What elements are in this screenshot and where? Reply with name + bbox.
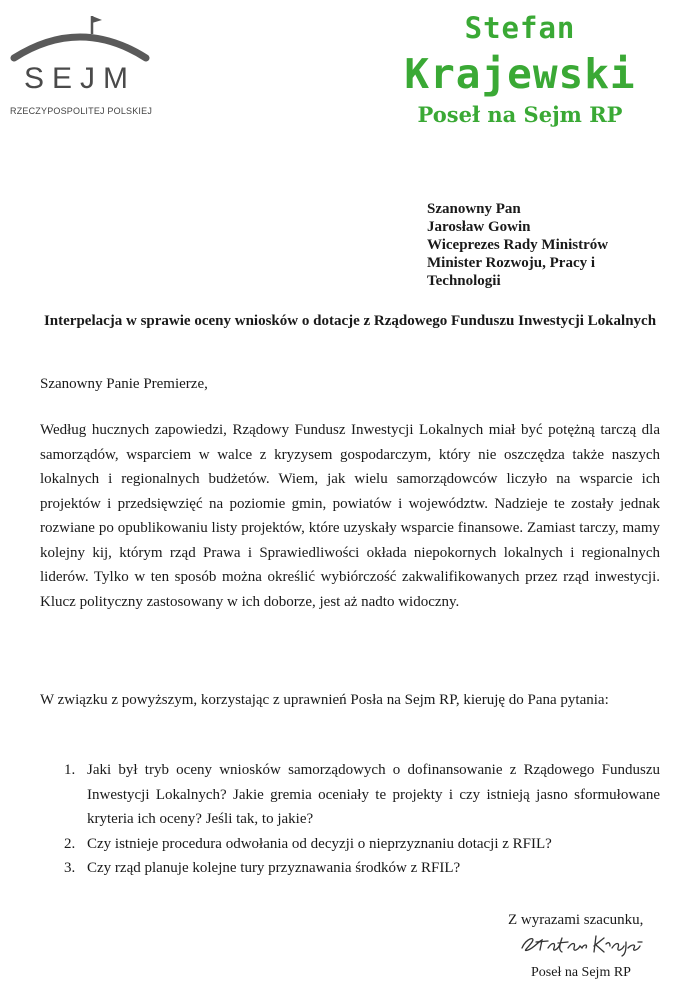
logo-subtitle: RZECZYPOSPOLITEJ POLSKIEJ: [10, 106, 153, 116]
signer-role: Poseł na Sejm RP: [531, 965, 631, 980]
question-number: 1.: [64, 762, 76, 778]
recipient-line: Szanowny Pan: [427, 201, 521, 217]
question-number: 3.: [64, 860, 76, 876]
closing-regards: Z wyrazami szacunku,: [508, 912, 644, 928]
question-item: [40, 832, 660, 857]
recipient-line: Minister Rozwoju, Pracy i: [427, 255, 596, 271]
sender-header: [375, 8, 665, 130]
recipient-line: Jarosław Gowin: [427, 219, 531, 235]
handwritten-signature: [518, 928, 648, 958]
question-text: Czy rząd planuje kolejne tury przyznawania środków z RFIL?: [87, 860, 461, 876]
sender-first-name: Stefan: [464, 11, 576, 45]
recipient-block: [427, 200, 667, 290]
body-paragraph: W związku z powyższym, korzystając z uprawnień Posła na Sejm RP, kieruję do Pana pytania:: [40, 692, 609, 708]
recipient-line: Technologii: [427, 273, 501, 289]
recipient-line: Wiceprezes Rady Ministrów: [427, 237, 609, 253]
salutation: Szanowny Panie Premierze,: [40, 376, 208, 392]
question-item: [40, 758, 660, 832]
question-text: Czy istnieje procedura odwołania od decyzji o nieprzyznaniu dotacji z RFIL?: [87, 835, 552, 852]
question-item: [40, 856, 660, 881]
body-paragraph: Według hucznych zapowiedzi, Rządowy Fundusz Inwestycji Lokalnych miał być potężną tarczą dla samorządów, wsparciem w walce z kryzysem gospodarczym, który nie oszczędza także naszych lokalnych i regionalnych budżetów. Wiem, jak wielu samorządowców liczyło na wsparcie ich projektów i przedsięwzięć na poziomie gmin, powiatów i województw. Nadzieje te zostały jednak rozwiane po opublikowaniu listy projektów, które uzyskały wsparcie finansowe. Zamiast tarczy, mamy kolejny kij, którym rząd Prawa i Sprawiedliwości okłada niepokornych lokalnych i regionalnych liderów. Tylko w ten sposób można określić wybiórczość zakwalifikowanych przez rząd inwestycji. Klucz polityczny zastosowany w ich doborze, jest aż nadto widoczny.: [40, 422, 660, 610]
logo-wordmark: SEJM: [23, 62, 136, 95]
question-text: Jaki był tryb oceny wniosków samorządowych o dofinansowanie z Rządowego Funduszu Inwestycji Lokalnych? Jakie gremia oceniały te projekty i czy istnieją jasno sformułowane kryteria ich oceny? Jeśli tak, to jakie?: [87, 762, 660, 827]
sender-role: Poseł na Sejm RP: [417, 102, 623, 127]
letter-subject: Interpelacja w sprawie oceny wniosków o dotacje z Rządowego Funduszu Inwestycji Lokalnych: [43, 313, 657, 329]
question-number: 2.: [64, 835, 76, 852]
sender-last-name: Krajewski: [404, 50, 636, 98]
sejm-logo: [10, 10, 153, 116]
questions-list: [40, 758, 660, 881]
sejm-emblem-icon: [10, 10, 150, 70]
